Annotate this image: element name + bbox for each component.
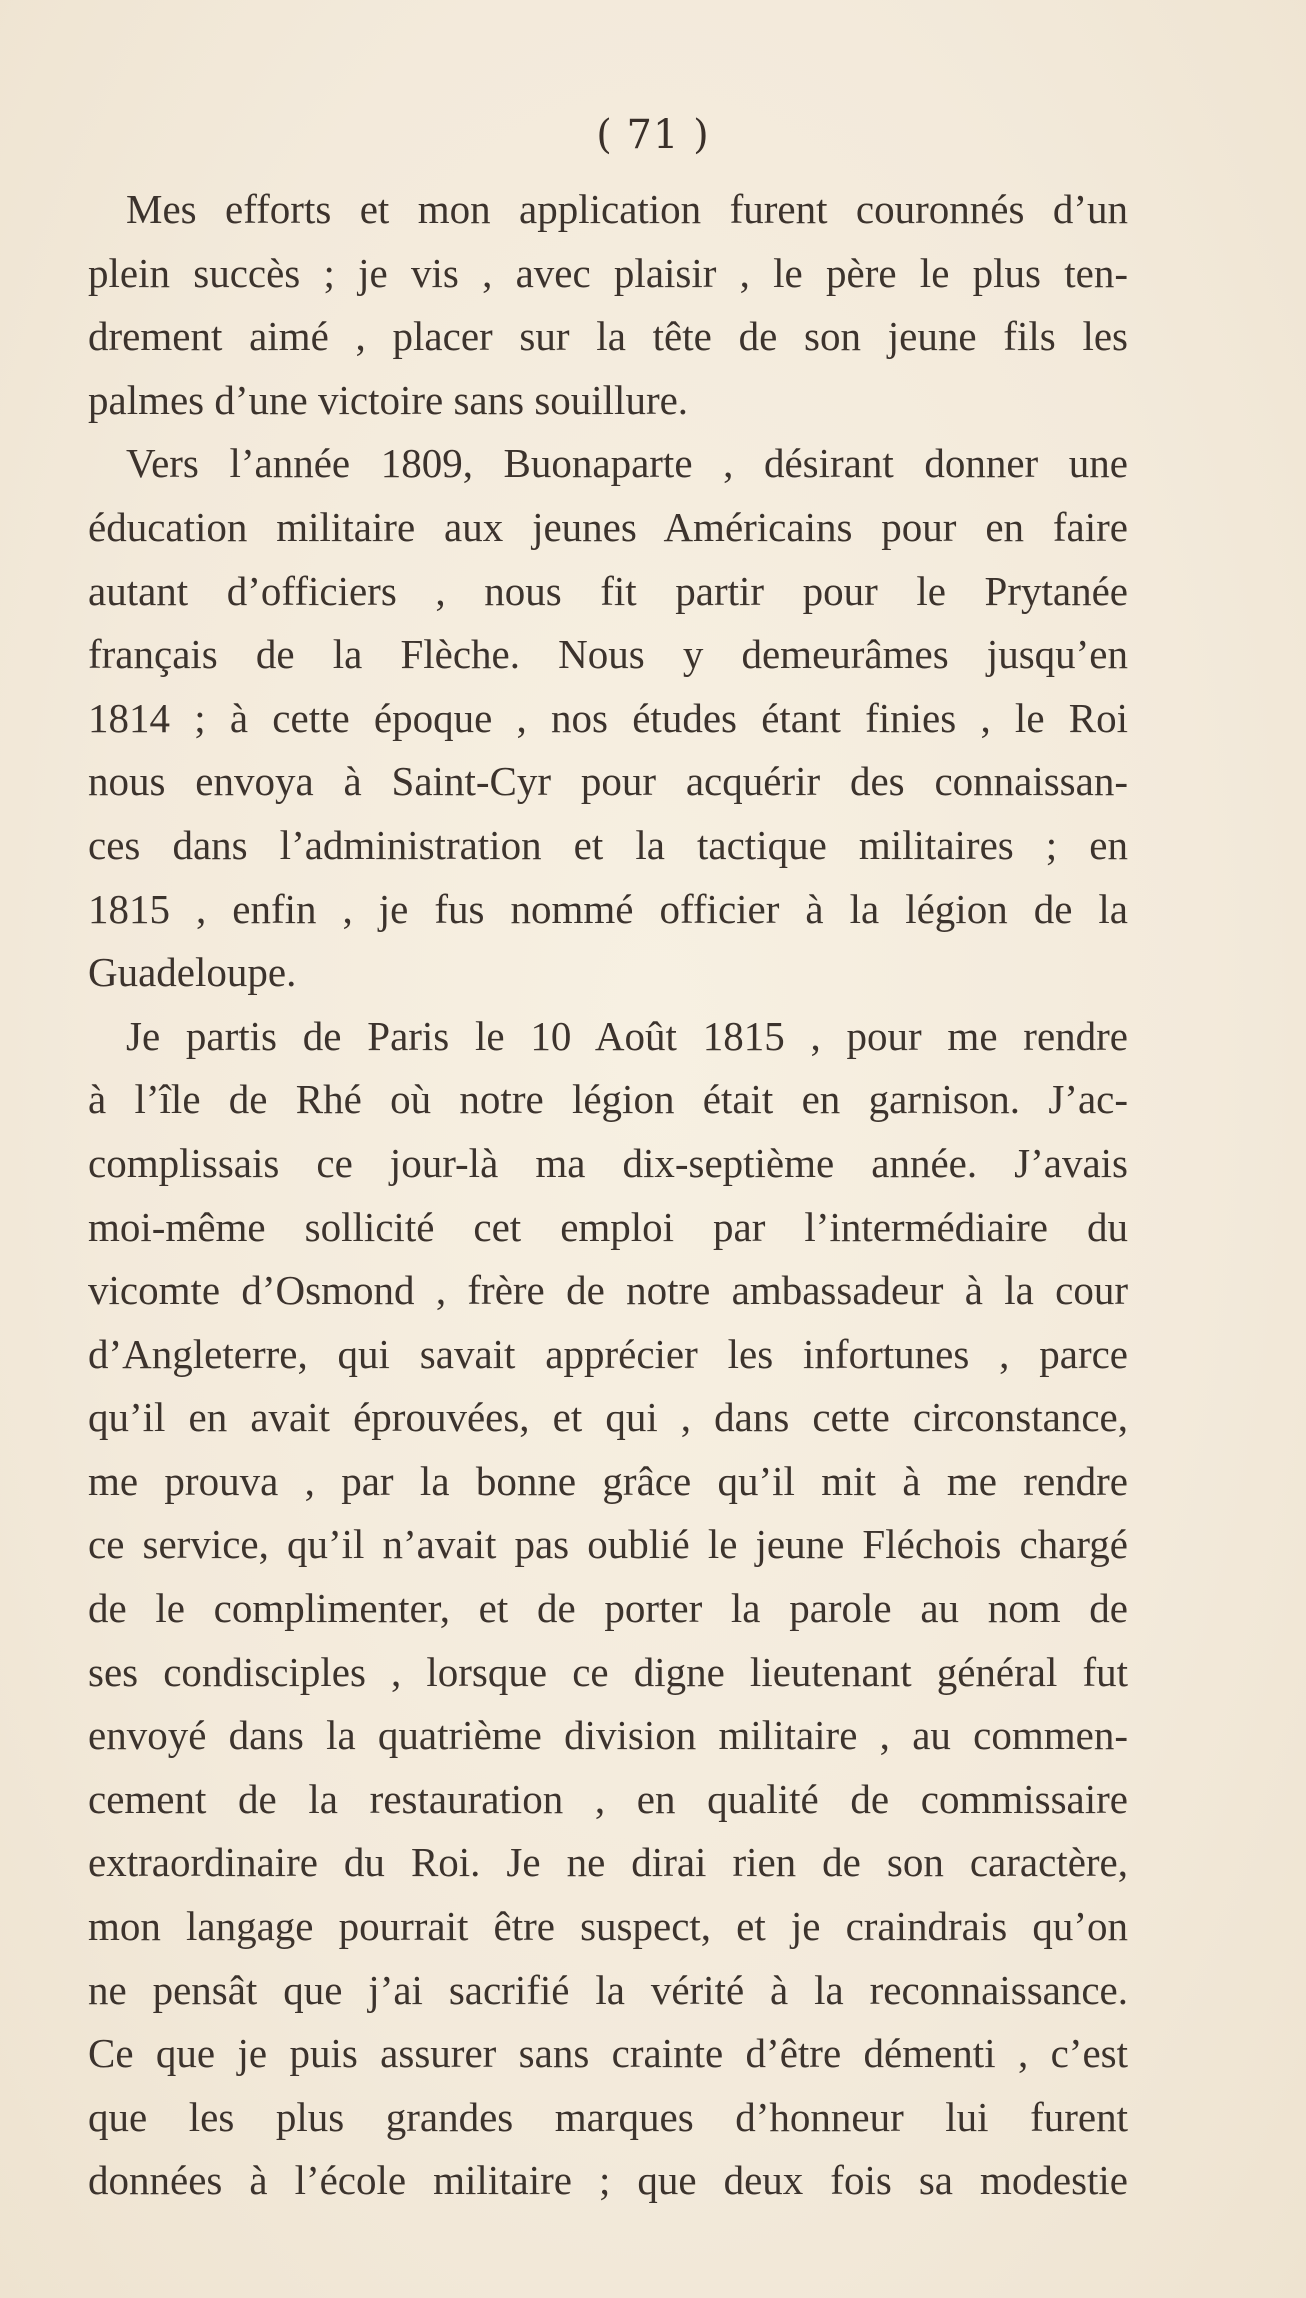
page-number: ( 71 ) [596,112,710,158]
body-text [88,178,1128,2213]
text-line: 1814 ; à cette époque , nos études étant finies , le Roi [88,694,1128,741]
text-line: extraordinaire du Roi. Je ne dirai rien de son caractère, [88,1839,1128,1886]
text-line: Je partis de Paris le 10 Août 1815 , pour me rendre [126,1012,1128,1059]
text-line: ne pensât que j’ai sacrifié la vérité à la reconnaissance. [88,1966,1128,2013]
text-line: vicomte d’Osmond , frère de notre ambassadeur à la cour [88,1267,1128,1314]
text-line: envoyé dans la quatrième division militaire , au commen- [88,1712,1128,1759]
text-line: Guadeloupe. [88,949,297,996]
text-line: ce service, qu’il n’avait pas oublié le jeune Fléchois chargé [88,1521,1128,1568]
text-line: d’Angleterre, qui savait apprécier les infortunes , parce [88,1330,1128,1377]
text-line: nous envoya à Saint-Cyr pour acquérir des connaissan- [88,758,1128,805]
text-line: données à l’école militaire ; que deux fois sa modestie [88,2157,1128,2204]
text-line: français de la Flèche. Nous y demeurâmes jusqu’en [88,631,1128,678]
text-line: Ce que je puis assurer sans crainte d’être démenti , c’est [88,2030,1128,2077]
text-line: moi-même sollicité cet emploi par l’intermédiaire du [88,1203,1128,1250]
text-line: de le complimenter, et de porter la parole au nom de [88,1585,1128,1632]
text-line: à l’île de Rhé où notre légion était en garnison. J’ac- [88,1076,1128,1123]
text-line: qu’il en avait éprouvées, et qui , dans cette circonstance, [88,1394,1128,1441]
text-line: Mes efforts et mon application furent couronnés d’un [126,186,1128,232]
text-line: cement de la restauration , en qualité de commissaire [88,1775,1128,1822]
text-line: ses condisciples , lorsque ce digne lieutenant général fut [88,1648,1128,1695]
text-line: complissais ce jour-là ma dix-septième année. J’avais [88,1139,1128,1186]
text-line: ces dans l’administration et la tactique militaires ; en [88,821,1128,868]
text-line: éducation militaire aux jeunes Américains pour en faire [88,503,1128,550]
text-line: plein succès ; je vis , avec plaisir , le père le plus ten- [88,249,1128,296]
text-line: drement aimé , placer sur la tête de son jeune fils les [88,313,1128,360]
text-line: autant d’officiers , nous fit partir pour le Prytanée [88,567,1128,614]
text-line: me prouva , par la bonne grâce qu’il mit à me rendre [88,1457,1128,1504]
text-line: 1815 , enfin , je fus nommé officier à la légion de la [88,885,1128,932]
text-line: mon langage pourrait être suspect, et je craindrais qu’on [88,1903,1128,1950]
text-line: Vers l’année 1809, Buonaparte , désirant donner une [126,440,1128,487]
text-line: palmes d’une victoire sans souillure. [88,376,689,423]
text-line: que les plus grandes marques d’honneur lui furent [88,2093,1128,2140]
